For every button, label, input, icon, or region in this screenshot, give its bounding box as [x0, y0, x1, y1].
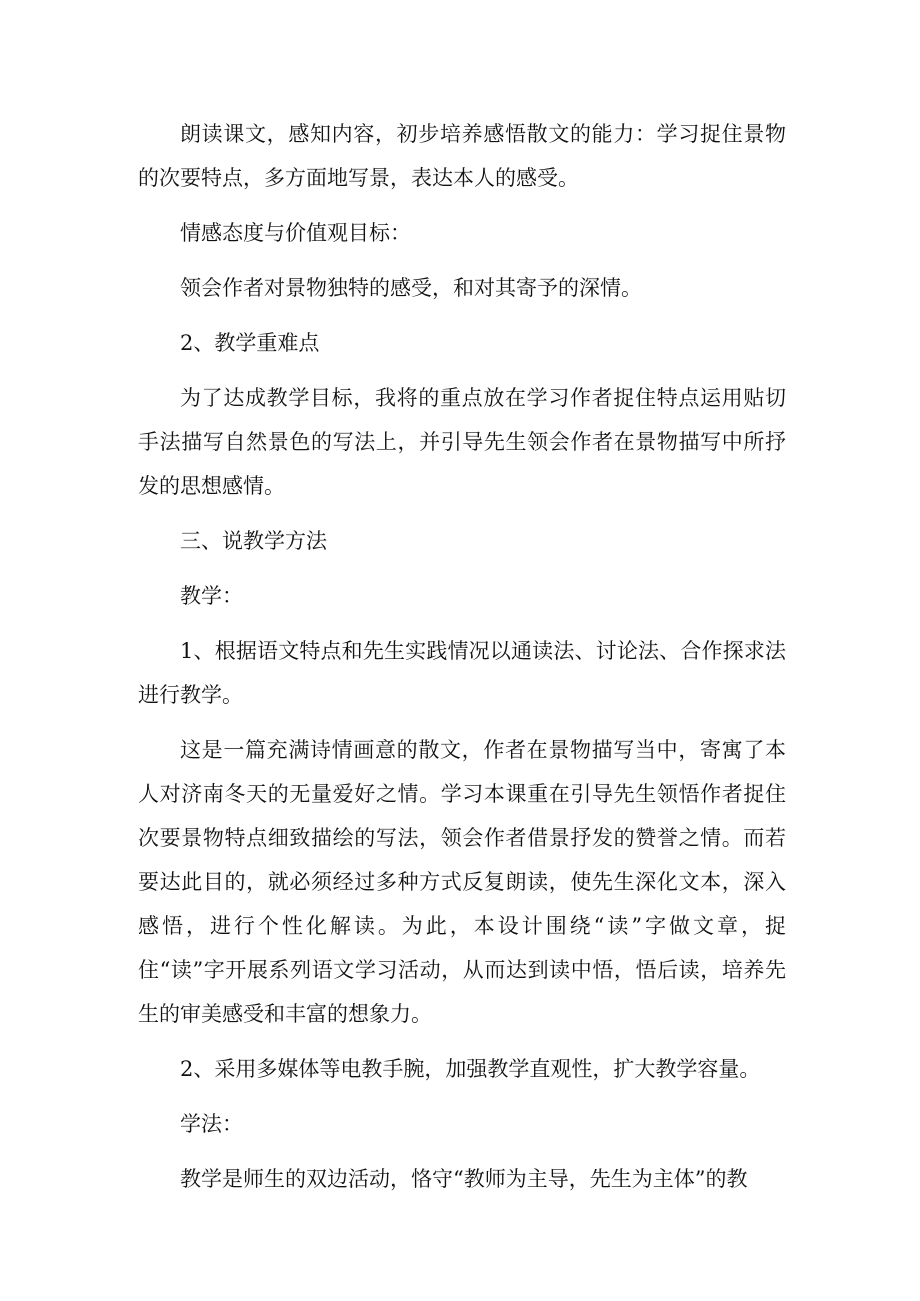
- paragraph-key-points: 为了达成教学目标，我将的重点放在学习作者捉住特点运用贴切手法描写自然景色的写法上，并引导先生领会作者在景物描写中所抒发的思想感情。: [138, 386, 786, 498]
- paragraph-emotion-goal: 领会作者对景物独特的感受，和对其寄予的深情。: [180, 276, 642, 300]
- paragraph-learning-label: 学法：: [180, 1112, 243, 1136]
- paragraph-emotion-goal-heading: 情感态度与价值观目标：: [180, 221, 411, 245]
- paragraph-learning: 教学是师生的双边活动，恪守“教师为主导，先生为主体”的教: [180, 1167, 748, 1191]
- document-body: [138, 112, 786, 1212]
- paragraph-method-1: 1、根据语文特点和先生实践情况以通读法、讨论法、合作探求法进行教学。: [138, 639, 786, 707]
- paragraph-method-2: 2、采用多媒体等电教手腕，加强教学直观性，扩大教学容量。: [180, 1057, 761, 1081]
- section-heading-teaching-methods: 三、说教学方法: [180, 529, 327, 553]
- paragraph-key-points-heading: 2、教学重难点: [180, 331, 320, 355]
- paragraph-teaching-label: 教学：: [180, 584, 243, 608]
- paragraph-reading-goal: 朗读课文，感知内容，初步培养感悟散文的能力：学习捉住景物的次要特点，多方面地写景，表达本人的感受。: [138, 122, 786, 190]
- paragraph-method-explanation: 这是一篇充满诗情画意的散文，作者在景物描写当中，寄寓了本人对济南冬天的无量爱好之情。学习本课重在引导先生领悟作者捉住次要景物特点细致描绘的写法，领会作者借景抒发的赞誉之情。而若要达此目的，就必须经过多种方式反复朗读，使先生深化文本，深入感悟，进行个性化解读。为此，本设计围绕“读”字做文章，捉住“读”字开展系列语文学习活动，从而达到读中悟，悟后读，培养先生的审美感受和丰富的想象力。: [138, 738, 786, 1026]
